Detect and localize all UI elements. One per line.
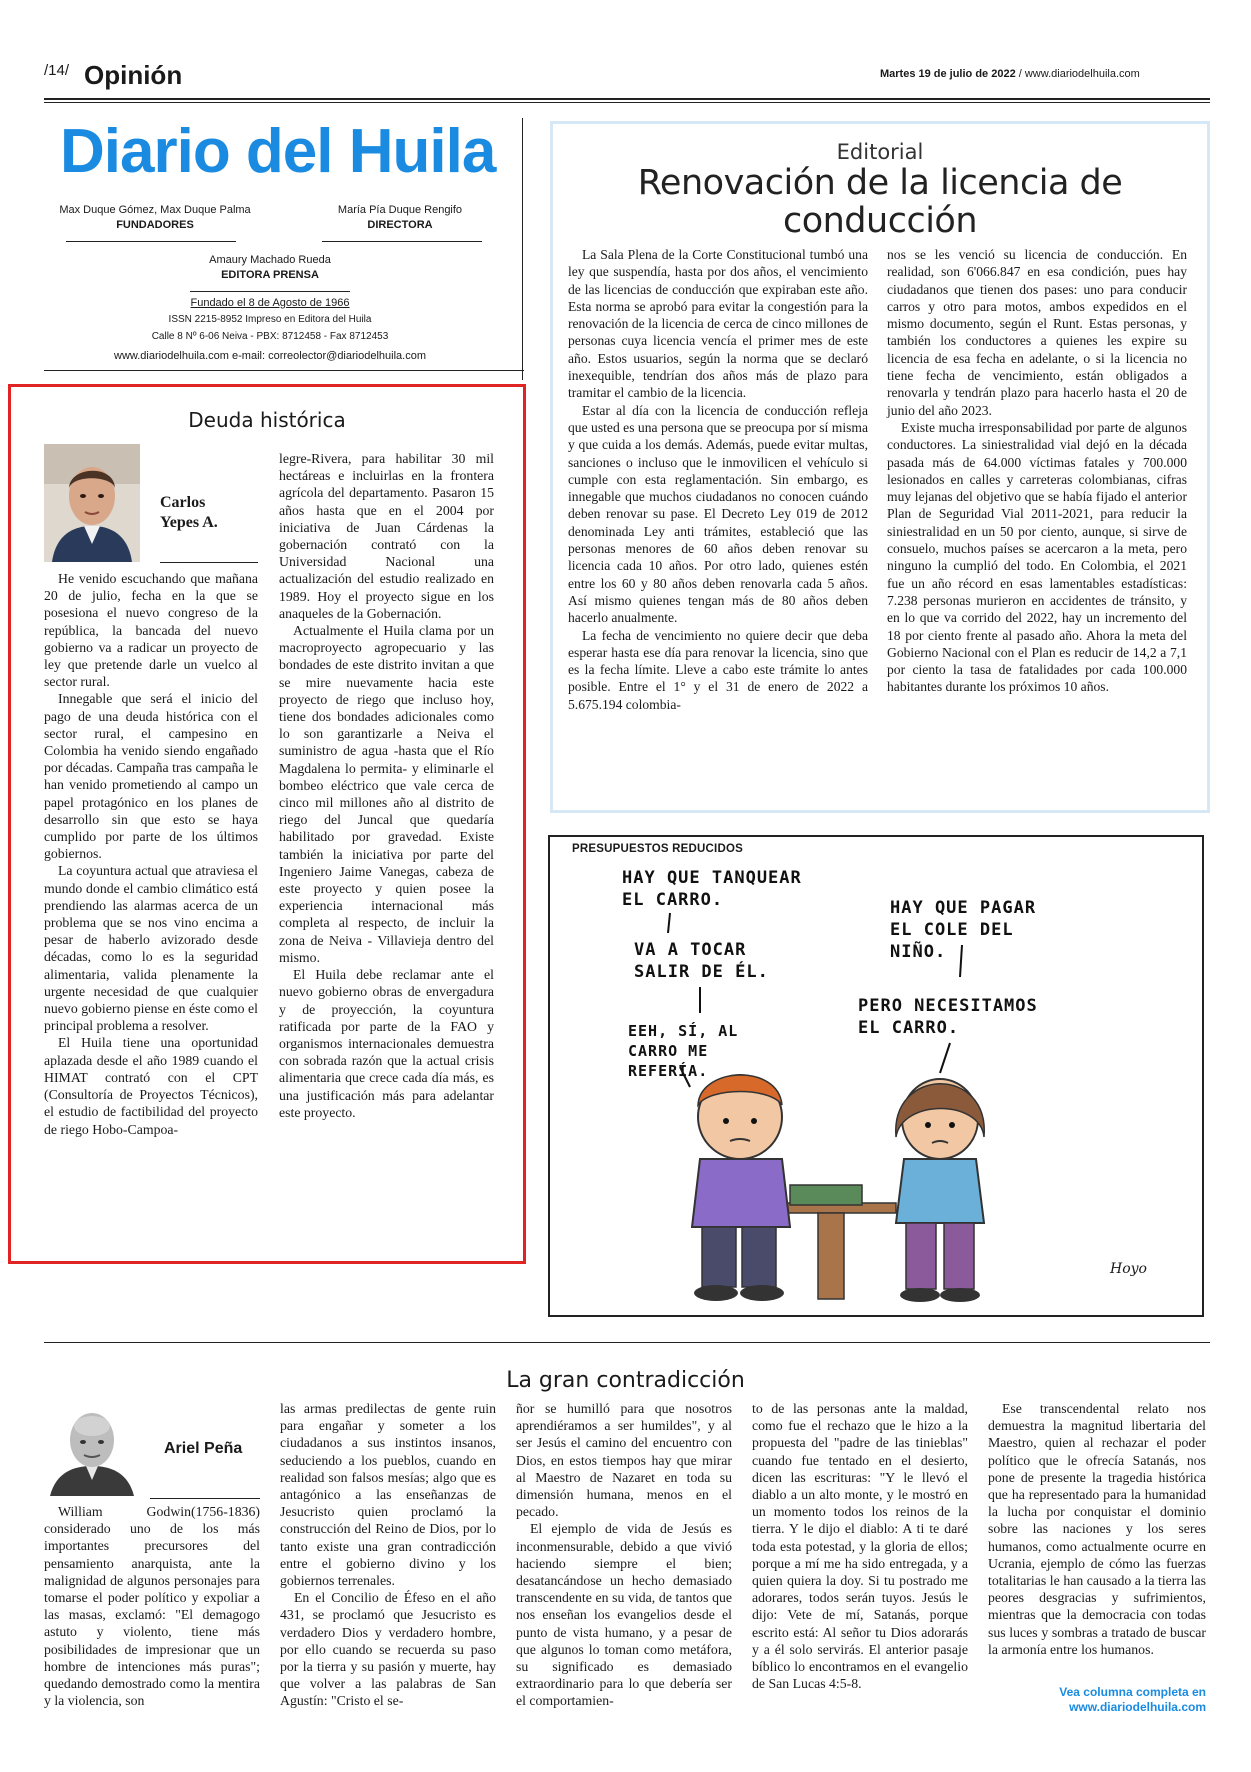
contradiccion-column-2 [280,1400,496,1710]
editorial-column-2 [887,246,1187,696]
paragraph: El Huila tiene una oportunidad aplazada desde el año 1989 cuando el HIMAT contrató con el CPT (Consultoría de Proyectos Técnicos), el estudio de factibilidad del proyecto de riego Hobo-Campoa- [44,1035,258,1137]
paragraph: La coyuntura actual que atraviesa el mundo donde el cambio climático está prendiendo las alarmas acerca de un problema que se nos vino encima a pesar de haberlo avizorado desde décadas, como lo es la seguridad alimentaria, valida plenamente la urgente necesidad de que cualquier nuevo gobierno piense en éste como el principal problema a resolver. [44,863,258,1034]
author-name-carlos-yepes [160,493,218,533]
paragraph: La Sala Plena de la Corte Constitucional tumbó una ley que suspendía, hasta por dos años, el vencimiento de las licencias de conducción que expiraban este año. Esta norma se aprobó para evitar la congestión para la renovación de la licencia de cerca de cinco millones de personas cuya licencia vencía el primer mes de este año. Estos usuarios, según la norma que se declaró inexequible, tendrían dos años más de plazo para tramitar el cambio de la licencia. [568,247,868,401]
deuda-column-1 [44,570,258,1138]
paragraph: Estar al día con la licencia de conducción refleja que usted es una persona que se preocupa por sí misma y que cuida a los demás. Además, puede evitar multas, sanciones o incluso que le inmovilicen el vehículo si cumple con esta reglamentación. Sin embargo, es innegable que muchos ciudadanos no conocen cuándo deben renovar su pase. El Decreto Ley 019 de 2012 denominada Ley anti trámites, estableció que las personas menores de 60 años deben renovar su licencia cada 10 años. Por otro lado, quienes estén entre los 60 y 80 años deben renovarla cada 5 años. Así mismo quienes tengan más de 80 años deben hacerlo anualmente. [568,402,868,626]
paragraph: to de las personas ante la maldad, como fue el rechazo que le hizo a la propuesta del "padre de las tinieblas" cuando fue tentado en el desierto, dicen las escrituras: "Y le llevó el diablo a un alto monte, y le mostró en un momento todos los reinos de la tierra. Y le dijo el diablo: A ti te daré toda esta potestad, y la gloria de ellos; porque a mí me ha sido entregada, y a quien quiera la doy. Si tu postrado me adorares, todos serán tuyos. Jesús le dijo: Vete de mí, Satanás, porque escrito está: Al señor tu Dios adorarás y a él solo servirás. El anterior pasaje bíblico lo encontramos en el evangelio de San Lucas 4:5-8. [752,1401,968,1692]
paragraph: nos se les venció su licencia de conducción. En realidad, son 6'066.847 en esa condición, pues hay ciudadanos que tienen dos pases: uno para conducir carros y otro para motos, ambos expedidos en el mismo documento, según el Runt. Estas personas, y también los conductores a quienes les expire su licencia de esa fecha en adelante, o si la licencia no tiene fecha de vencimiento, están obligados a renovarla y tendrán plazo para hacerlo hasta el 20 de junio del año 2023. [887,247,1187,418]
paragraph: Actualmente el Huila clama por un macroproyecto agropecuario y las bondades de este distrito invitan a que se mire nuevamente hacia este proyecto de riego que incluso hoy, tiene dos bondades adicionales como lo son garantizarle a Neiva el suministro de agua -hasta que el Río Magdalena lo permita- y eliminarle el bombeo eléctrico que vale cerca de cinco mil millones año al distrito de riego del Juncal que quedaría habilitado por gravedad. Existe también la iniciativa por parte del Ingeniero Jaime Vanegas, cabeza de este proyecto y quien posee la experiencia internacional más completa al respecto, de incluir la zona de Neiva - Villavieja dentro del mismo. [279,623,494,965]
cartoon-drawing [550,837,1202,1315]
read-more-link[interactable] [988,1685,1206,1715]
column-contradiccion-title: La gran contradicción [506,1368,745,1393]
address-line: Calle 8 Nº 6-06 Neiva - PBX: 8712458 - Fax 8712453 [151,331,389,342]
speech-bubble-5: PERO NECESITAMOS EL CARRO. [858,996,1038,1038]
web-email-line[interactable]: www.diariodelhuila.com e-mail: correolector@diariodelhuila.com [114,350,426,362]
contradiccion-column-1 [44,1503,260,1709]
contradiccion-column-4 [752,1400,968,1692]
founded-date: Fundado el 8 de Agosto de 1966 [190,297,350,309]
speech-bubble-2: VA A TOCAR SALIR DE ÉL. [634,940,769,982]
paragraph: La fecha de vencimiento no quiere decir que deba esperar hasta ese día para renovar la licencia, sino que es la fecha límite. Lleve a cabo este trámite lo antes posible. Entre el 1° y el 31 de enero de 2022 a 5.675.194 colombia- [568,627,868,712]
issn-line: ISSN 2215-8952 Impreso en Editora del Huila [168,314,372,325]
founders-block [40,204,270,231]
paragraph: William Godwin(1756-1836) considerado uno de los más importantes precursores del pensamiento anarquista, ante la malignidad de algunos personajes para tomarse el poder político y expoliar a las masas, exclamó: "El demagogo astuto y violento, tiene más posibilidades de impresionar que un hombre de intenciones más puras"; quedando demostrado como la mentira y la violencia, son [44,1504,260,1709]
paragraph: legre-Rivera, para habilitar 30 mil hectáreas e incluirlas en la frontera agrícola del departamento. Pasaron 15 años hasta que en el 2004 por iniciativa de Juan Cárdenas la gobernación contrató con la Universidad Nacional una actualización del estudio realizado en 1989. Hoy el proyecto sigue en los anaqueles de la Gobernación. [279,451,494,621]
editorial-title: Renovación de la licencia de conducción [637,163,1123,241]
author-first-name: Carlos [160,494,206,511]
cartoon-label: PRESUPUESTOS REDUCIDOS [572,843,743,855]
author-name-ariel-pena: Ariel Peña [164,1440,243,1457]
newspaper-logo: Diario del Huila [60,117,496,186]
paragraph: Innegable que será el inicio del pago de una deuda histórica con el sector rural, el campesino en Colombia ha venido siendo engañado por décadas. Campaña tras campaña le han venido prometiendo al campo un papel protagónico en los planes de desarrollo sin que esto se haya cumplido por parte de los últimos gobiernos. [44,691,258,862]
deuda-column-2 [279,450,494,1121]
speech-bubble-1: HAY QUE TANQUEAR EL CARRO. [622,868,802,910]
editor-label: EDITORA PRENSA [221,269,319,281]
director-name: María Pía Duque Rengifo [337,204,463,216]
cartoon-signature: Hoyo [1110,1261,1147,1277]
date: 19 de julio de 2022 [918,68,1016,80]
founders-label: FUNDADORES [116,219,194,231]
author-last-name: Yepes A. [160,514,218,531]
read-more-url[interactable]: www.diariodelhuila.com [1069,1700,1206,1714]
contradiccion-column-3 [516,1400,732,1710]
paragraph: He venido escuchando que mañana 20 de julio, fecha en la que se posesiona el nuevo congreso de la república, la bancada del nuevo gobierno va a radicar un proyecto de ley que pretende darle un vuelco al sector rural. [44,571,258,690]
section-title: Opinión [84,60,183,90]
page-number: /14/ [44,62,70,79]
founders-names: Max Duque Gómez, Max Duque Palma [59,204,251,216]
author-photo-carlos-yepes [44,444,140,562]
editor-name: Amaury Machado Rueda [209,254,331,266]
speech-bubble-4: HAY QUE PAGAR EL COLE DEL NIÑO. [890,898,1037,962]
site-url[interactable]: / www.diariodelhuila.com [1015,68,1140,80]
contradiccion-column-5 [988,1400,1206,1658]
cartoon-panel [548,835,1204,1317]
speech-bubble-3: EEH, SÍ, AL CARRO ME REFERÍA. [628,1022,739,1080]
column-deuda-title: Deuda histórica [188,408,346,432]
dateline [880,68,1140,80]
director-label: DIRECTORA [367,219,433,231]
editorial-label: Editorial [836,140,924,164]
director-block [300,204,500,231]
read-more-text: Vea columna completa en [1059,1685,1206,1699]
editorial-column-1 [568,246,868,713]
date-prefix: Martes [880,68,916,80]
paragraph: En el Concilio de Éfeso en el año 431, se proclamó que Jesucristo es verdadero Dios y verdadero hombre, por ello cuando se recuerda su paso por la tierra y su pasión y muerte, hay que volver a las palabras de San Agustín: "Cristo el se- [280,1590,496,1709]
paragraph: El ejemplo de vida de Jesús es inconmensurable, debido a que vivió haciendo siempre el bien; desatancándose un hecho demasiado transcendente en su vida, de tantos que nos enseñan los evangelios desde el punto de vista humano, y a pesar de que algunos lo toman como metáfora, su significado es demasiado extraordinario para lo que debería ser el comportamien- [516,1521,732,1709]
paragraph: ñor se humilló para que nosotros aprendiéramos a ser humildes", y al ser Jesús el camino del encuentro con Dios, en estos tiempos hay que mirar al Maestro de Nazaret en toda su dimensión humana, menos en el pecado. [516,1401,732,1520]
paragraph: las armas predilectas de gente ruin para engañar y someter a los ciudadanos a sus instintos insanos, seduciendo a los pueblos, cuando en realidad son falsos mesías; algo que es antagónico a las enseñanzas de Jesucristo quien proclamó la construcción del Reino de Dios, por lo tanto existe una gran contradicción entre el gobierno divino y los gobiernos terrenales. [280,1401,496,1589]
paragraph: Existe mucha irresponsabilidad por parte de algunos conductores. La siniestralidad vial dejó en la década pasada más de 64.000 víctimas fatales y 700.000 lesionados en calles y carreteras colombianas, cifras muy lejanas del objetivo que se había fijado el anterior Plan de Seguridad Vial 2011-2021, para reducir la siniestralidad en un 50 por ciento, aunque, si sirve de consuelo, muchos países se acercaron a la meta, pero ninguno la cumplió del todo. En Colombia, el 2021 fue un año récord en esas lamentables estadísticas: 7.238 personas murieron en accidentes de tránsito, y en lo que va corrido del 2022, hay un incremento del 18 por ciento frente al pasado año. Ahora la meta del Gobierno Nacional con el Plan es reducir de 14,2 a 7,1 por ciento la tasa de fatalidades por cada 100.000 habitantes durante los próximos 10 años. [887,419,1187,695]
paragraph: El Huila debe reclamar ante el nuevo gobierno obras de envergadura y de proyección, la coyuntura ratificada por parte de la FAO y organismos internacionales demuestra con sobrada razón que la actual crisis alimentaria que crece cada día más, es una justificación más para adelantar este proyecto. [279,967,494,1120]
paragraph: Ese transcendental relato nos demuestra la magnitud libertaria del Maestro, quien al rechazar el poder político que le ofrecía Satanás, nos pone de presente la tragedia histórica que ha representado para la humanidad la lucha por conquistar el dominio sobre las naciones y los seres humanos, como actualmente ocurre en Ucrania, ejemplo de cómo las fuerzas totalitarias le han causado a la tierra las peores desgracias y sufrimientos, mientras que la democracia con todas sus luces y sombras a tratado de buscar la armonía entre los humanos. [988,1401,1206,1657]
editor-block [150,254,390,281]
author-photo-ariel-pena [44,1400,140,1496]
